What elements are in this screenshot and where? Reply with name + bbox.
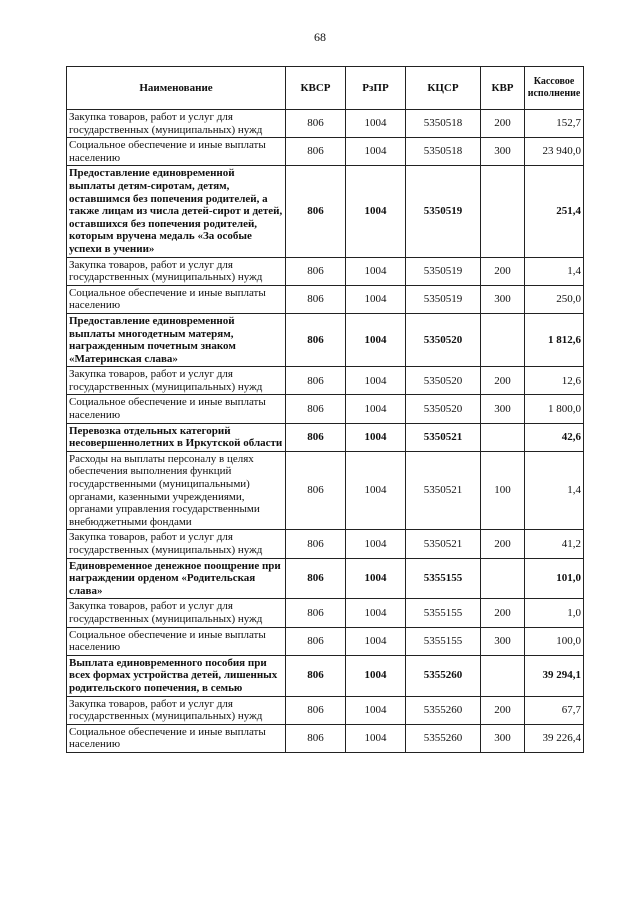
cell-kcsr: 5350519 [406, 166, 481, 257]
table-row [67, 655, 584, 696]
cell-name: Закупка товаров, работ и услуг для государственных (муниципальных) нужд [67, 257, 286, 285]
cell-amount: 23 940,0 [525, 138, 584, 166]
cell-rzpr: 1004 [346, 655, 406, 696]
table-row [67, 138, 584, 166]
cell-kcsr: 5355260 [406, 724, 481, 752]
table-row [67, 367, 584, 395]
page-number: 68 [314, 30, 326, 44]
cell-amount: 39 226,4 [525, 724, 584, 752]
table-row [67, 423, 584, 451]
cell-name: Предоставление единовременной выплаты многодетным матерям, награжденным почетным знаком «Материнская слава» [67, 313, 286, 366]
cell-kvr: 200 [481, 696, 525, 724]
cell-amount: 42,6 [525, 423, 584, 451]
table-row [67, 257, 584, 285]
cell-name: Предоставление единовременной выплаты детям-сиротам, детям, оставшимся без попечения родителей, а также лицам из числа детей-сирот и детей, оставшихся без попечения родителей, которым вручена медаль «За особые успехи в учении» [67, 166, 286, 257]
budget-table [66, 66, 584, 753]
cell-rzpr: 1004 [346, 257, 406, 285]
header-exec: Кассовое исполнение [525, 67, 584, 110]
cell-rzpr: 1004 [346, 367, 406, 395]
cell-kvr [481, 313, 525, 366]
cell-kvr: 200 [481, 599, 525, 627]
cell-kcsr: 5350519 [406, 257, 481, 285]
cell-kvsr: 806 [286, 530, 346, 558]
header-kcsr: КЦСР [406, 67, 481, 110]
table-row [67, 285, 584, 313]
table-row [67, 530, 584, 558]
cell-kvr: 300 [481, 724, 525, 752]
cell-kcsr: 5350521 [406, 451, 481, 530]
cell-rzpr: 1004 [346, 166, 406, 257]
cell-kcsr: 5350518 [406, 138, 481, 166]
cell-kvsr: 806 [286, 451, 346, 530]
cell-name: Социальное обеспечение и иные выплаты населению [67, 138, 286, 166]
cell-kvr [481, 655, 525, 696]
cell-kcsr: 5350520 [406, 367, 481, 395]
cell-rzpr: 1004 [346, 138, 406, 166]
cell-name: Закупка товаров, работ и услуг для государственных (муниципальных) нужд [67, 599, 286, 627]
cell-rzpr: 1004 [346, 285, 406, 313]
cell-amount: 1,4 [525, 451, 584, 530]
cell-amount: 250,0 [525, 285, 584, 313]
header-name: Наименование [67, 67, 286, 110]
cell-kvsr: 806 [286, 599, 346, 627]
cell-rzpr: 1004 [346, 451, 406, 530]
cell-kvr: 300 [481, 285, 525, 313]
cell-rzpr: 1004 [346, 110, 406, 138]
cell-kvr: 200 [481, 530, 525, 558]
cell-amount: 39 294,1 [525, 655, 584, 696]
cell-kvsr: 806 [286, 655, 346, 696]
cell-amount: 1 812,6 [525, 313, 584, 366]
cell-kvr [481, 423, 525, 451]
cell-rzpr: 1004 [346, 627, 406, 655]
cell-rzpr: 1004 [346, 395, 406, 423]
cell-kvr: 200 [481, 110, 525, 138]
cell-kcsr: 5355155 [406, 558, 481, 599]
table-row [67, 451, 584, 530]
cell-kcsr: 5355155 [406, 599, 481, 627]
cell-kcsr: 5350520 [406, 395, 481, 423]
cell-kvr: 300 [481, 138, 525, 166]
table-header-row [67, 67, 584, 110]
cell-kvr: 200 [481, 367, 525, 395]
cell-kvsr: 806 [286, 285, 346, 313]
cell-amount: 12,6 [525, 367, 584, 395]
cell-name: Закупка товаров, работ и услуг для государственных (муниципальных) нужд [67, 367, 286, 395]
cell-kvr: 300 [481, 627, 525, 655]
cell-name: Социальное обеспечение и иные выплаты населению [67, 285, 286, 313]
cell-kcsr: 5350519 [406, 285, 481, 313]
table-row [67, 627, 584, 655]
cell-name: Социальное обеспечение и иные выплаты населению [67, 395, 286, 423]
cell-kvr: 100 [481, 451, 525, 530]
cell-kvsr: 806 [286, 257, 346, 285]
cell-name: Выплата единовременного пособия при всех формах устройства детей, лишенных родительского попечения, в семью [67, 655, 286, 696]
cell-kvsr: 806 [286, 313, 346, 366]
cell-amount: 1,0 [525, 599, 584, 627]
cell-amount: 1 800,0 [525, 395, 584, 423]
table-row [67, 110, 584, 138]
cell-kvsr: 806 [286, 395, 346, 423]
table-row [67, 599, 584, 627]
cell-kvsr: 806 [286, 627, 346, 655]
cell-kcsr: 5350518 [406, 110, 481, 138]
cell-kvsr: 806 [286, 166, 346, 257]
cell-rzpr: 1004 [346, 423, 406, 451]
cell-kvsr: 806 [286, 696, 346, 724]
table-row [67, 724, 584, 752]
cell-rzpr: 1004 [346, 313, 406, 366]
cell-name: Закупка товаров, работ и услуг для государственных (муниципальных) нужд [67, 696, 286, 724]
cell-name: Социальное обеспечение и иные выплаты населению [67, 627, 286, 655]
cell-rzpr: 1004 [346, 558, 406, 599]
cell-name: Закупка товаров, работ и услуг для государственных (муниципальных) нужд [67, 110, 286, 138]
table-row [67, 313, 584, 366]
cell-amount: 101,0 [525, 558, 584, 599]
cell-amount: 67,7 [525, 696, 584, 724]
header-kvsr: КВСР [286, 67, 346, 110]
cell-amount: 152,7 [525, 110, 584, 138]
cell-name: Закупка товаров, работ и услуг для государственных (муниципальных) нужд [67, 530, 286, 558]
cell-rzpr: 1004 [346, 724, 406, 752]
cell-name: Перевозка отдельных категорий несовершеннолетних в Иркутской области [67, 423, 286, 451]
cell-amount: 251,4 [525, 166, 584, 257]
table-row [67, 696, 584, 724]
cell-kvsr: 806 [286, 138, 346, 166]
cell-name: Социальное обеспечение и иные выплаты населению [67, 724, 286, 752]
cell-rzpr: 1004 [346, 696, 406, 724]
cell-kvr [481, 166, 525, 257]
cell-rzpr: 1004 [346, 599, 406, 627]
cell-kvr [481, 558, 525, 599]
header-kvr: КВР [481, 67, 525, 110]
cell-kcsr: 5350521 [406, 530, 481, 558]
cell-kcsr: 5355260 [406, 696, 481, 724]
cell-kvsr: 806 [286, 558, 346, 599]
cell-rzpr: 1004 [346, 530, 406, 558]
cell-kvsr: 806 [286, 724, 346, 752]
cell-kcsr: 5350520 [406, 313, 481, 366]
table-row [67, 395, 584, 423]
table-row [67, 166, 584, 257]
cell-name: Единовременное денежное поощрение при награждении орденом «Родительская слава» [67, 558, 286, 599]
cell-kcsr: 5355260 [406, 655, 481, 696]
cell-kvsr: 806 [286, 110, 346, 138]
cell-amount: 41,2 [525, 530, 584, 558]
header-rzpr: РзПР [346, 67, 406, 110]
cell-name: Расходы на выплаты персоналу в целях обеспечения выполнения функций государственными (муниципальными) органами, казенными учреждениями, органами управления государственными внебюджетными фондами [67, 451, 286, 530]
cell-kcsr: 5355155 [406, 627, 481, 655]
cell-kcsr: 5350521 [406, 423, 481, 451]
cell-kvsr: 806 [286, 423, 346, 451]
cell-kvr: 300 [481, 395, 525, 423]
cell-amount: 100,0 [525, 627, 584, 655]
cell-kvsr: 806 [286, 367, 346, 395]
cell-amount: 1,4 [525, 257, 584, 285]
table-row [67, 558, 584, 599]
cell-kvr: 200 [481, 257, 525, 285]
